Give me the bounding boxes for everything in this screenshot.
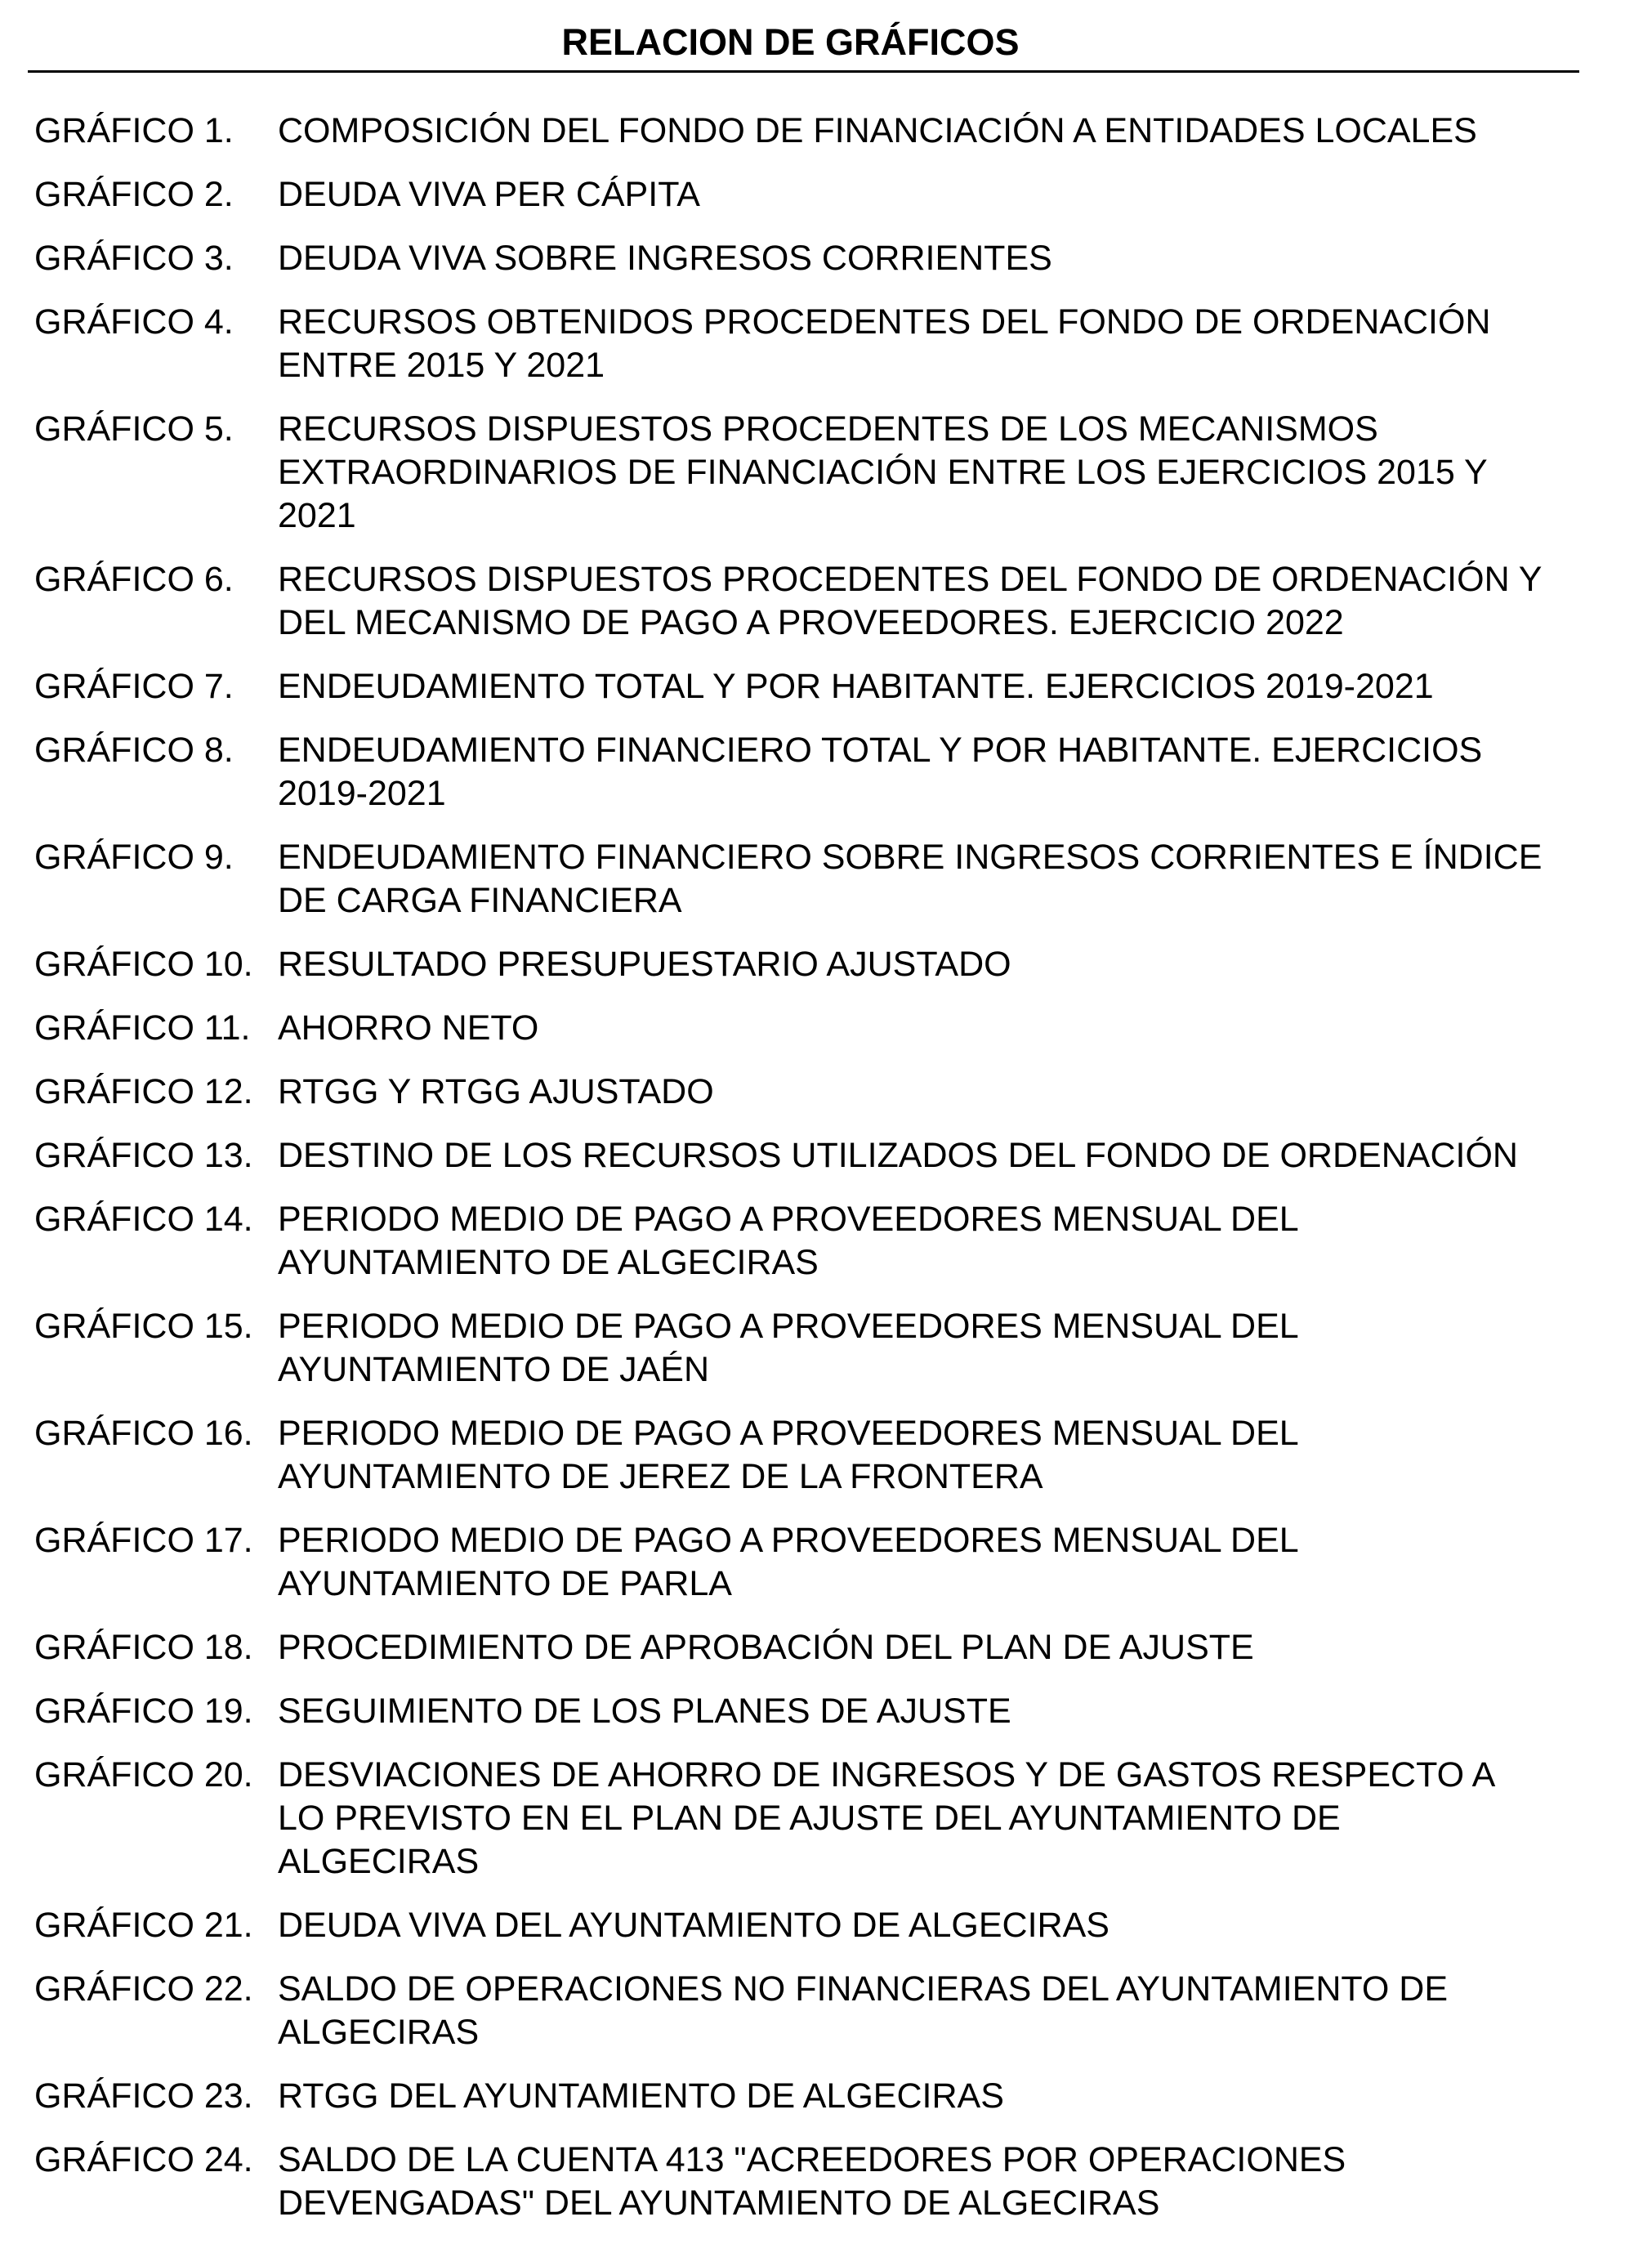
figure-title-line: DEVENGADAS" DEL AYUNTAMIENTO DE ALGECIRAS (278, 2183, 1160, 2223)
figure-title-line: DEUDA VIVA DEL AYUNTAMIENTO DE ALGECIRAS (278, 1906, 1110, 1945)
figure-number: GRÁFICO 1. (34, 111, 234, 150)
figure-number: GRÁFICO 20. (34, 1755, 253, 1794)
figure-entry (34, 173, 1636, 217)
figure-title-line: DE CARGA FINANCIERA (278, 881, 682, 920)
figure-number: GRÁFICO 9. (34, 838, 234, 877)
figure-title (278, 1519, 1636, 1606)
figure-title (278, 1198, 1636, 1285)
figure-title-line: PERIODO MEDIO DE PAGO A PROVEEDORES MENSUAL DEL (278, 1200, 1299, 1239)
figure-title (278, 237, 1636, 280)
figure-title (278, 1070, 1636, 1114)
figure-number: GRÁFICO 5. (34, 409, 234, 449)
figure-title (278, 1626, 1636, 1669)
figure-title-line: SEGUIMIENTO DE LOS PLANES DE AJUSTE (278, 1692, 1011, 1731)
figure-number: GRÁFICO 23. (34, 2076, 253, 2116)
figure-title-line: SALDO DE OPERACIONES NO FINANCIERAS DEL AYUNTAMIENTO DE (278, 1969, 1449, 2009)
figure-title (278, 1968, 1636, 2054)
figure-title-line: RECURSOS DISPUESTOS PROCEDENTES DEL FONDO DE ORDENACIÓN Y (278, 560, 1543, 599)
figure-number: GRÁFICO 12. (34, 1072, 253, 1111)
title-divider (28, 70, 1579, 73)
figure-entry (34, 301, 1636, 387)
figure-entry (34, 1305, 1636, 1392)
figure-title (278, 1412, 1636, 1499)
figure-entry (34, 2075, 1636, 2118)
figure-entry (34, 1968, 1636, 2054)
figure-title (278, 1904, 1636, 1947)
figure-title-line: ENTRE 2015 Y 2021 (278, 346, 605, 385)
figure-entry (34, 1519, 1636, 1606)
figure-title-line: PERIODO MEDIO DE PAGO A PROVEEDORES MENSUAL DEL (278, 1307, 1299, 1346)
figure-number: GRÁFICO 17. (34, 1521, 253, 1560)
figure-number: GRÁFICO 4. (34, 302, 234, 342)
figure-title (278, 558, 1636, 645)
figure-number: GRÁFICO 18. (34, 1628, 253, 1667)
figure-title-line: PERIODO MEDIO DE PAGO A PROVEEDORES MENSUAL DEL (278, 1521, 1299, 1560)
figure-title-line: SALDO DE LA CUENTA 413 "ACREEDORES POR OPERACIONES (278, 2140, 1346, 2179)
figure-number: GRÁFICO 19. (34, 1692, 253, 1731)
figure-number: GRÁFICO 7. (34, 667, 234, 706)
figure-entry (34, 729, 1636, 816)
figure-title (278, 301, 1636, 387)
figure-entry (34, 1134, 1636, 1178)
figure-entry (34, 109, 1636, 153)
figure-title-line: DEUDA VIVA PER CÁPITA (278, 175, 700, 214)
figure-title-line: DEL MECANISMO DE PAGO A PROVEEDORES. EJERCICIO 2022 (278, 603, 1344, 642)
figure-title-line: ENDEUDAMIENTO FINANCIERO SOBRE INGRESOS CORRIENTES E ÍNDICE (278, 838, 1543, 877)
figure-title-line: AYUNTAMIENTO DE JAÉN (278, 1350, 710, 1389)
figure-entry (34, 1690, 1636, 1733)
figure-title-line: 2021 (278, 496, 356, 535)
figure-number: GRÁFICO 2. (34, 175, 234, 214)
figure-title-line: DEUDA VIVA SOBRE INGRESOS CORRIENTES (278, 239, 1052, 278)
figure-title-line: DESTINO DE LOS RECURSOS UTILIZADOS DEL FONDO DE ORDENACIÓN (278, 1136, 1518, 1175)
figure-number: GRÁFICO 16. (34, 1414, 253, 1453)
figure-title (278, 1007, 1636, 1050)
figure-number: GRÁFICO 10. (34, 945, 253, 984)
figure-entry (34, 2139, 1636, 2225)
figure-title-line: RECURSOS OBTENIDOS PROCEDENTES DEL FONDO DE ORDENACIÓN (278, 302, 1491, 342)
figure-entry (34, 1198, 1636, 1285)
figure-title (278, 173, 1636, 217)
figure-entry (34, 943, 1636, 986)
figure-entry (34, 1754, 1636, 1884)
figure-title-line: RESULTADO PRESUPUESTARIO AJUSTADO (278, 945, 1011, 984)
figure-title-line: PROCEDIMIENTO DE APROBACIÓN DEL PLAN DE AJUSTE (278, 1628, 1254, 1667)
figure-title (278, 836, 1636, 923)
figure-title-line: AHORRO NETO (278, 1008, 539, 1048)
figure-title (278, 729, 1636, 816)
figure-number: GRÁFICO 24. (34, 2140, 253, 2179)
figure-title (278, 1134, 1636, 1178)
page-title: RELACION DE GRÁFICOS (561, 21, 1020, 63)
figure-entry (34, 1007, 1636, 1050)
figure-title-line: PERIODO MEDIO DE PAGO A PROVEEDORES MENSUAL DEL (278, 1414, 1299, 1453)
figure-number: GRÁFICO 13. (34, 1136, 253, 1175)
figure-title (278, 1754, 1636, 1884)
figure-title-line: ALGECIRAS (278, 2013, 480, 2052)
figure-entry (34, 1904, 1636, 1947)
figure-title-line: ENDEUDAMIENTO TOTAL Y POR HABITANTE. EJERCICIOS 2019-2021 (278, 667, 1434, 706)
figure-number: GRÁFICO 6. (34, 560, 234, 599)
figure-title-line: ALGECIRAS (278, 1842, 480, 1881)
figure-title (278, 943, 1636, 986)
figure-title-line: RECURSOS DISPUESTOS PROCEDENTES DE LOS MECANISMOS (278, 409, 1378, 449)
figure-title-line: RTGG DEL AYUNTAMIENTO DE ALGECIRAS (278, 2076, 1004, 2116)
figure-title-line: RTGG Y RTGG AJUSTADO (278, 1072, 714, 1111)
figure-entry (34, 408, 1636, 538)
figure-number: GRÁFICO 15. (34, 1307, 253, 1346)
figure-title (278, 1690, 1636, 1733)
figure-title-line: LO PREVISTO EN EL PLAN DE AJUSTE DEL AYUNTAMIENTO DE (278, 1799, 1341, 1838)
figure-number: GRÁFICO 3. (34, 239, 234, 278)
figure-title (278, 2139, 1636, 2225)
figure-entry (34, 558, 1636, 645)
figure-title-line: EXTRAORDINARIOS DE FINANCIACIÓN ENTRE LOS EJERCICIOS 2015 Y (278, 453, 1488, 492)
figure-entry (34, 1070, 1636, 1114)
figure-title (278, 665, 1636, 708)
figure-title (278, 109, 1636, 153)
figure-number: GRÁFICO 21. (34, 1906, 253, 1945)
figure-entry (34, 1626, 1636, 1669)
figure-number: GRÁFICO 22. (34, 1969, 253, 2009)
figure-number: GRÁFICO 8. (34, 731, 234, 770)
figure-number: GRÁFICO 11. (34, 1008, 251, 1048)
figure-title-line: DESVIACIONES DE AHORRO DE INGRESOS Y DE GASTOS RESPECTO A (278, 1755, 1496, 1794)
figure-title (278, 2075, 1636, 2118)
figure-list (34, 109, 1636, 2246)
figure-number: GRÁFICO 14. (34, 1200, 253, 1239)
figure-entry (34, 836, 1636, 923)
figure-title-line: AYUNTAMIENTO DE ALGECIRAS (278, 1243, 819, 1282)
figure-title (278, 408, 1636, 538)
figure-entry (34, 665, 1636, 708)
figure-title-line: AYUNTAMIENTO DE JEREZ DE LA FRONTERA (278, 1457, 1043, 1496)
figure-title-line: COMPOSICIÓN DEL FONDO DE FINANCIACIÓN A ENTIDADES LOCALES (278, 111, 1477, 150)
figure-title (278, 1305, 1636, 1392)
figure-title-line: AYUNTAMIENTO DE PARLA (278, 1564, 732, 1603)
figure-title-line: ENDEUDAMIENTO FINANCIERO TOTAL Y POR HABITANTE. EJERCICIOS (278, 731, 1483, 770)
figure-title-line: 2019-2021 (278, 774, 446, 813)
figure-entry (34, 237, 1636, 280)
figure-entry (34, 1412, 1636, 1499)
